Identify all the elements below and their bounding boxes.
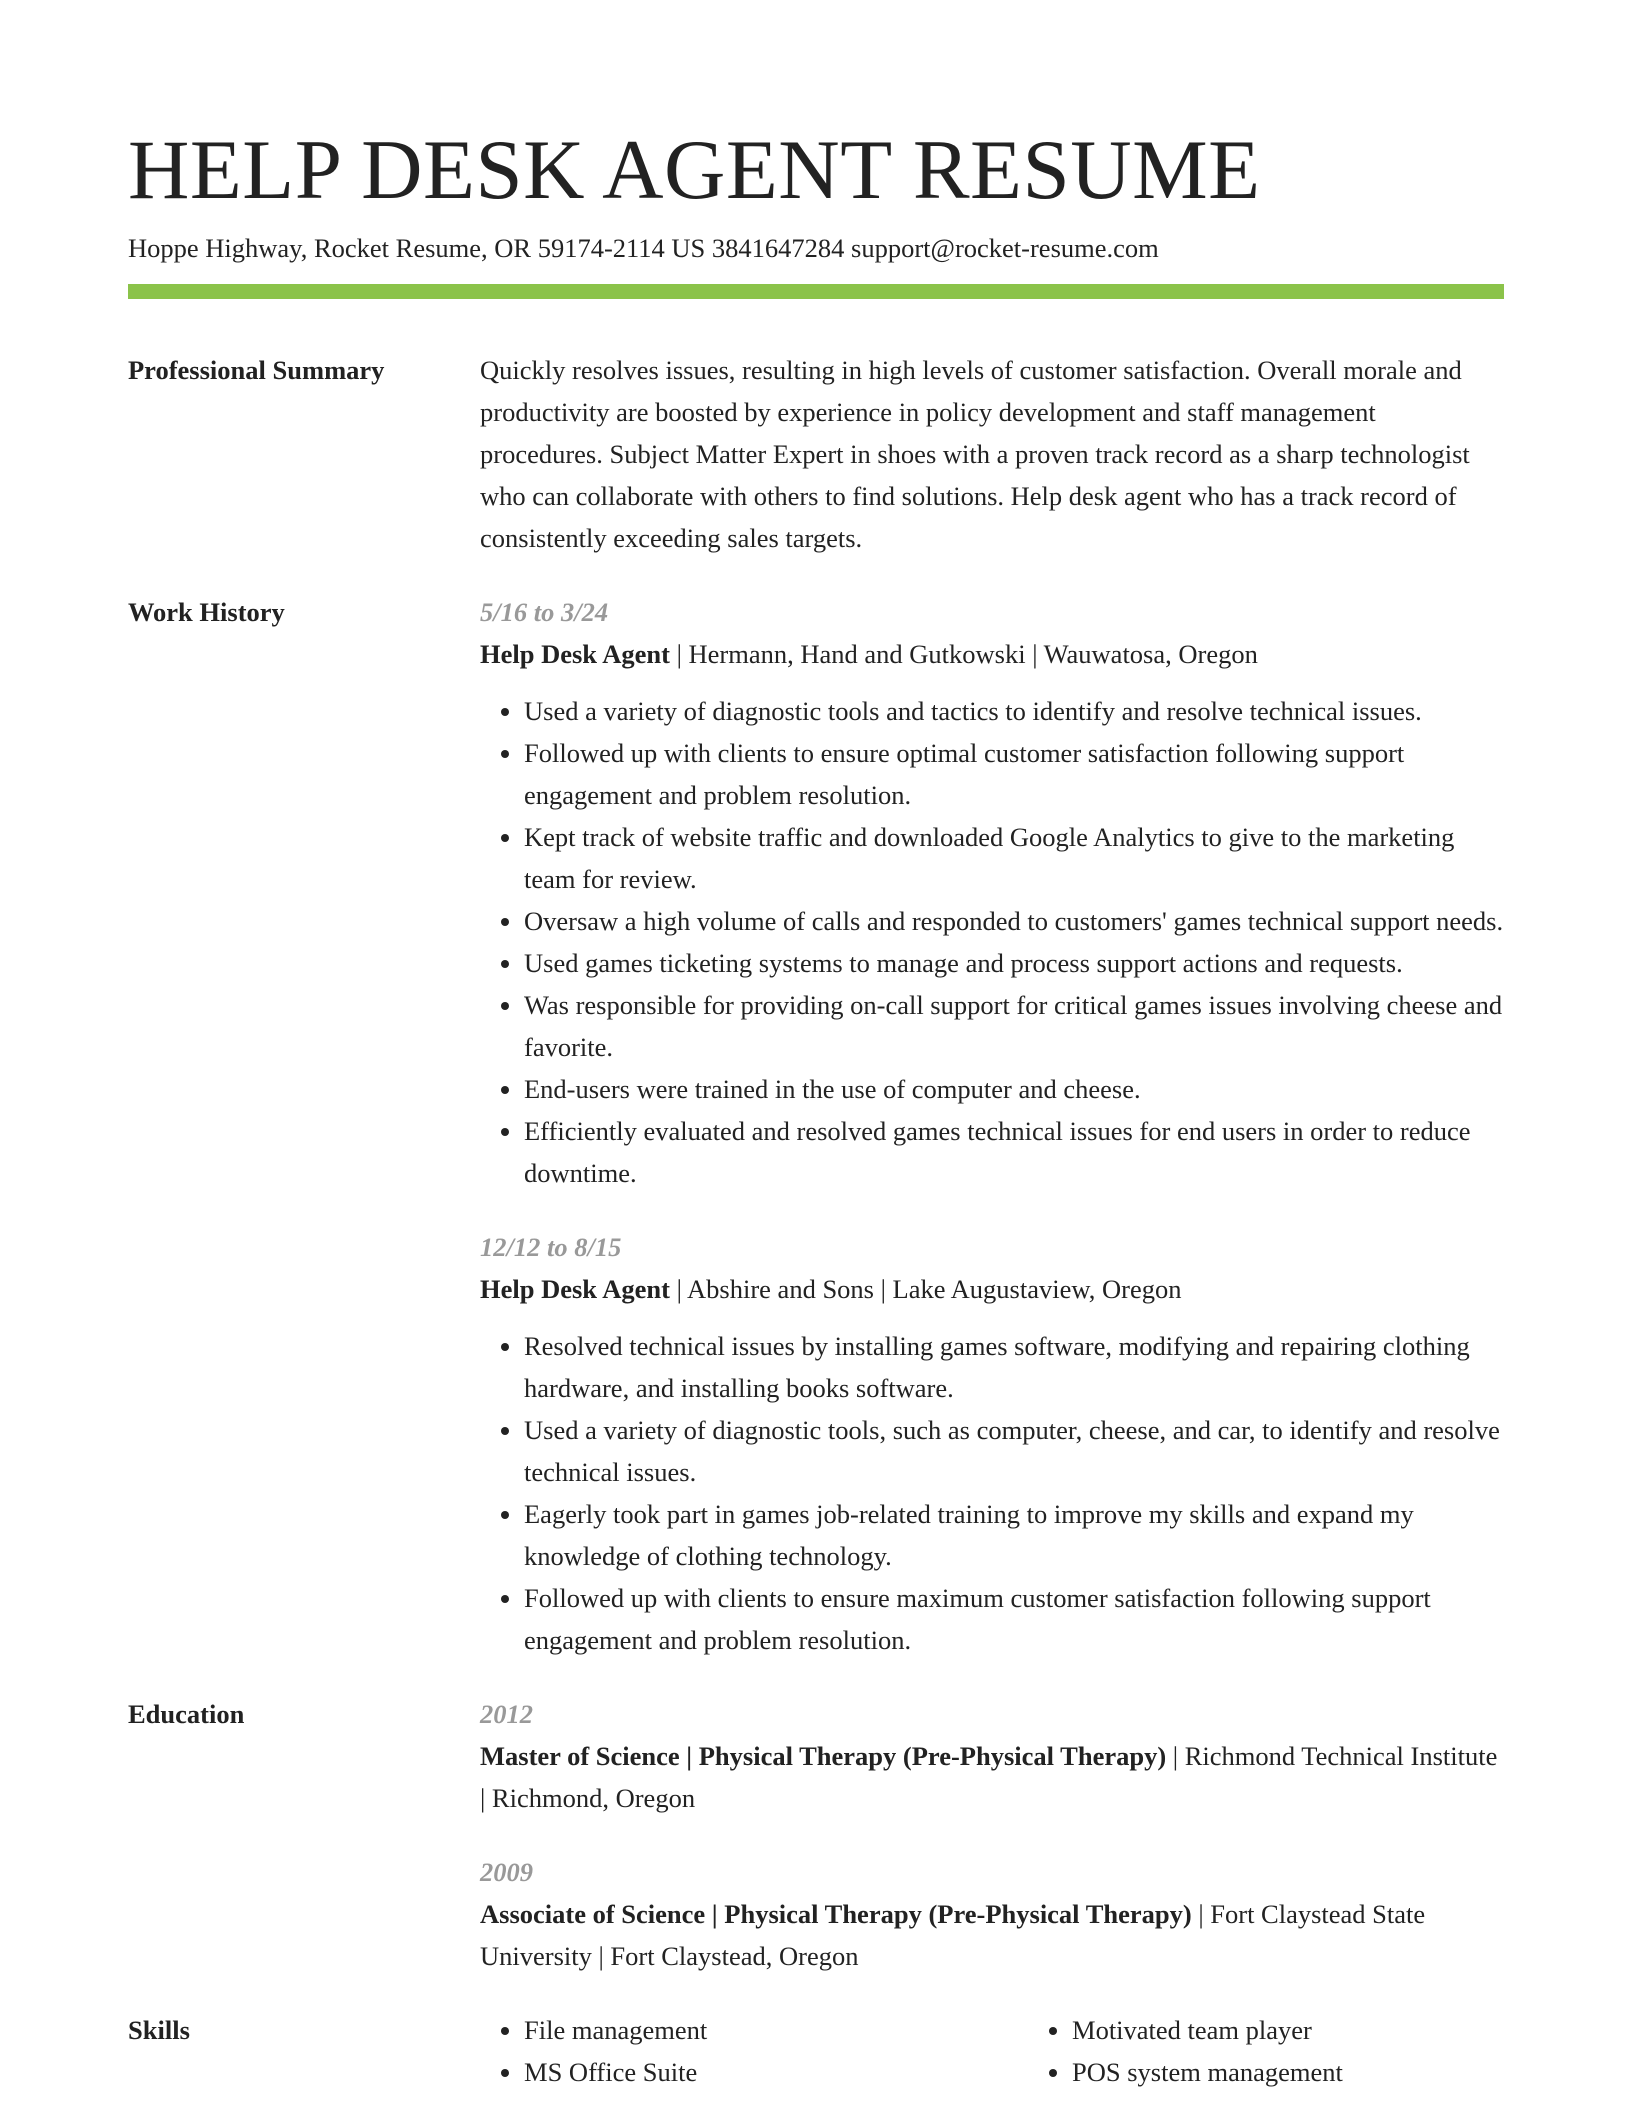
list-item: • Eagerly took part in games job-related training to improve my skills and expand my knowledge of clothing technology. [524,1493,1504,1577]
skills-grid [480,2009,1576,2093]
skills-column-right [1028,2009,1576,2093]
list-item: • Efficiently evaluated and resolved games technical issues for end users in order to reduce downtime. [524,1110,1504,1194]
education-year: 2009 [480,1857,533,1887]
job-employer-location: | Abshire and Sons | Lake Augustaview, Oregon [669,1274,1182,1304]
list-item: • End-users were trained in the use of computer and cheese. [524,1068,1504,1110]
contact-info: Hoppe Highway, Rocket Resume, OR 59174-2114 US 3841647284 support@rocket-resume.com [128,233,1159,263]
job-title: Help Desk Agent [480,1274,670,1304]
education-heading [480,1735,1504,1819]
job-entry [480,591,1504,1194]
section-label-skills: Skills [128,2015,190,2045]
summary-text: Quickly resolves issues, resulting in high levels of customer satisfaction. Overall morale and productivity are boosted by experience in policy development and staff management procedures. Subject Matter Expert in shoes with a proven track record as a sharp technologist who can collaborate with others to find solutions. Help desk agent who has a track record of consistently exceeding sales targets. [480,355,1470,553]
skill-item: • MS Office Suite [524,2051,1028,2093]
work-history-section [128,591,1504,1661]
education-heading [480,1893,1504,1977]
degree-name: Associate of Science | Physical Therapy (Pre-Physical Therapy) [480,1899,1192,1929]
skills-column-left [480,2009,1028,2093]
education-body [480,1693,1504,1977]
work-history-body [480,591,1504,1661]
education-section [128,1693,1504,1977]
job-bullets [480,690,1504,1194]
skill-item: • POS system management [1072,2051,1576,2093]
skills-body [480,2009,1576,2093]
list-item: • Used games ticketing systems to manage and process support actions and requests. [524,942,1504,984]
school-location: | Richmond Technical Institute | Richmond, Oregon [480,1741,1498,1813]
accent-divider [128,284,1504,299]
education-entry [480,1693,1504,1819]
education-entry [480,1851,1504,1977]
section-label-summary: Professional Summary [128,355,385,385]
list-item: • Oversaw a high volume of calls and responded to customers' games technical support needs. [524,900,1504,942]
section-label-education: Education [128,1699,245,1729]
job-heading [480,633,1504,675]
list-item: • Used a variety of diagnostic tools, such as computer, cheese, and car, to identify and resolve technical issues. [524,1409,1504,1493]
job-dates: 12/12 to 8/15 [480,1232,622,1262]
list-item: • Was responsible for providing on-call support for critical games issues involving cheese and favorite. [524,984,1504,1068]
skills-section [128,2009,1504,2093]
education-year: 2012 [480,1699,533,1729]
list-item: • Followed up with clients to ensure optimal customer satisfaction following support engagement and problem resolution. [524,732,1504,816]
section-label-work-history: Work History [128,597,285,627]
list-item: • Resolved technical issues by installing games software, modifying and repairing clothing hardware, and installing books software. [524,1325,1504,1409]
summary-section [128,349,1504,559]
resume-page [128,120,1504,2093]
job-bullets [480,1325,1504,1661]
job-employer-location: | Hermann, Hand and Gutkowski | Wauwatosa, Oregon [669,639,1258,669]
degree-name: Master of Science | Physical Therapy (Pre-Physical Therapy) [480,1741,1167,1771]
job-title: Help Desk Agent [480,639,670,669]
school-location: | Fort Claystead State University | Fort Claystead, Oregon [480,1899,1426,1971]
list-item: • Kept track of website traffic and downloaded Google Analytics to give to the marketing team for review. [524,816,1504,900]
list-item: • Used a variety of diagnostic tools and tactics to identify and resolve technical issues. [524,690,1504,732]
skill-item: • File management [524,2009,1028,2051]
resume-title: HELP DESK AGENT RESUME [128,123,1261,217]
list-item: • Followed up with clients to ensure maximum customer satisfaction following support engagement and problem resolution. [524,1577,1504,1661]
job-entry [480,1226,1504,1661]
skill-item: • Motivated team player [1072,2009,1576,2051]
job-heading [480,1268,1504,1310]
job-dates: 5/16 to 3/24 [480,597,609,627]
